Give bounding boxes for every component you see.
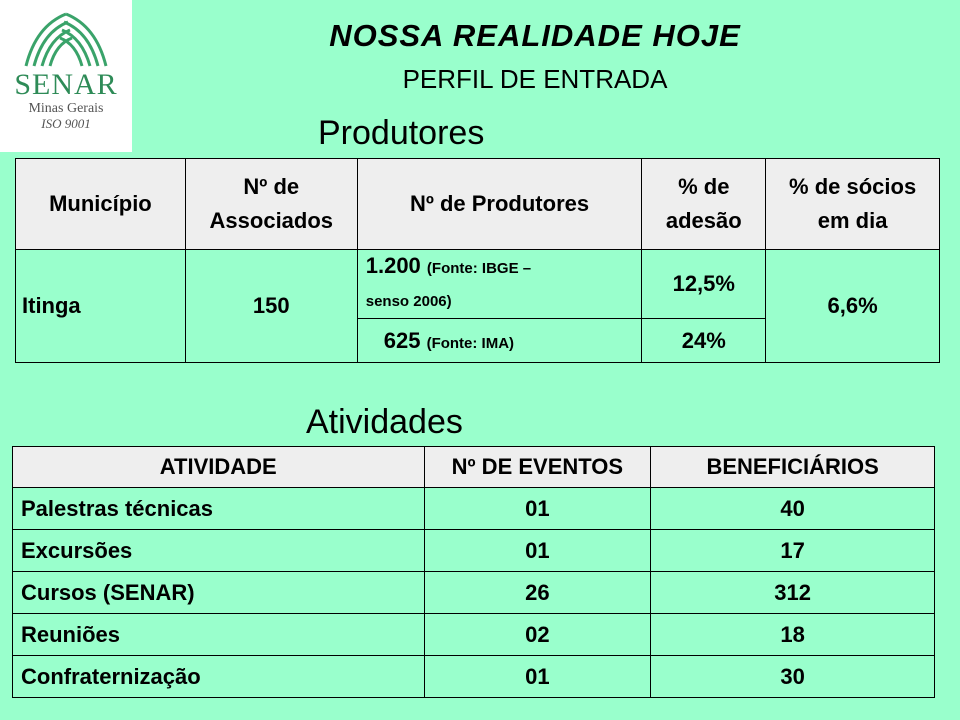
cell-eventos: 26 <box>424 572 651 614</box>
header-adesao <box>642 159 766 250</box>
header-adesao-line1: % de <box>678 174 730 199</box>
cell-eventos: 02 <box>424 614 651 656</box>
header-eventos: Nº DE EVENTOS <box>424 447 651 488</box>
header-beneficiarios: BENEFICIÁRIOS <box>651 447 935 488</box>
cell-beneficiarios: 312 <box>651 572 935 614</box>
header-adesao-line2: adesão <box>665 208 742 233</box>
atividades-table <box>12 446 935 698</box>
table-header-row <box>16 159 940 250</box>
page-subtitle: PERFIL DE ENTRADA <box>402 64 668 94</box>
table-row <box>13 614 935 656</box>
cell-municipio: Itinga <box>16 250 186 363</box>
cell-atividade: Confraternização <box>13 656 425 698</box>
cell-adesao-ima: 24% <box>642 319 766 363</box>
cell-produtores-ima <box>357 319 642 363</box>
cell-atividade: Reuniões <box>13 614 425 656</box>
cell-beneficiarios: 40 <box>651 488 935 530</box>
table-row <box>13 488 935 530</box>
header-municipio: Município <box>16 159 186 250</box>
cell-eventos: 01 <box>424 530 651 572</box>
cell-adesao-ibge: 12,5% <box>642 250 766 319</box>
produtores-table <box>15 158 940 363</box>
table-row <box>13 572 935 614</box>
header-socios-line2: em dia <box>817 208 888 233</box>
logo-certification: ISO 9001 <box>41 116 91 131</box>
cell-atividade: Cursos (SENAR) <box>13 572 425 614</box>
wheat-field-icon <box>16 6 116 68</box>
table-header-row <box>13 447 935 488</box>
produtores-ima-value: 625 <box>383 327 421 353</box>
fonte-ibge-line1: (Fonte: IBGE – <box>426 260 532 277</box>
cell-beneficiarios: 17 <box>651 530 935 572</box>
logo-brand: SENAR <box>14 68 118 101</box>
section-title-produtores: Produtores <box>318 114 485 152</box>
cell-atividade: Excursões <box>13 530 425 572</box>
cell-eventos: 01 <box>424 488 651 530</box>
cell-beneficiarios: 30 <box>651 656 935 698</box>
section-title-atividades: Atividades <box>306 403 463 441</box>
header-produtores: Nº de Produtores <box>357 159 642 250</box>
produtores-ibge-value: 1.200 <box>365 253 421 278</box>
cell-eventos: 01 <box>424 656 651 698</box>
fonte-ima: (Fonte: IMA) <box>426 334 515 352</box>
page-title: NOSSA REALIDADE HOJE <box>329 18 741 53</box>
fonte-ibge-line2: senso 2006) <box>365 293 452 310</box>
logo-region: Minas Gerais <box>28 101 104 116</box>
senar-logo <box>0 0 132 152</box>
header-associados-line2: Associados <box>209 208 334 233</box>
header-socios-line1: % de sócios <box>789 174 917 199</box>
header-associados <box>185 159 357 250</box>
cell-beneficiarios: 18 <box>651 614 935 656</box>
cell-atividade: Palestras técnicas <box>13 488 425 530</box>
cell-socios-em-dia: 6,6% <box>766 250 940 363</box>
table-row <box>16 250 940 319</box>
table-row <box>13 656 935 698</box>
cell-produtores-ibge <box>357 250 642 319</box>
header-socios <box>766 159 940 250</box>
cell-associados: 150 <box>185 250 357 363</box>
header-associados-line1: Nº de <box>243 174 300 199</box>
header-atividade: ATIVIDADE <box>13 447 425 488</box>
table-row <box>13 530 935 572</box>
